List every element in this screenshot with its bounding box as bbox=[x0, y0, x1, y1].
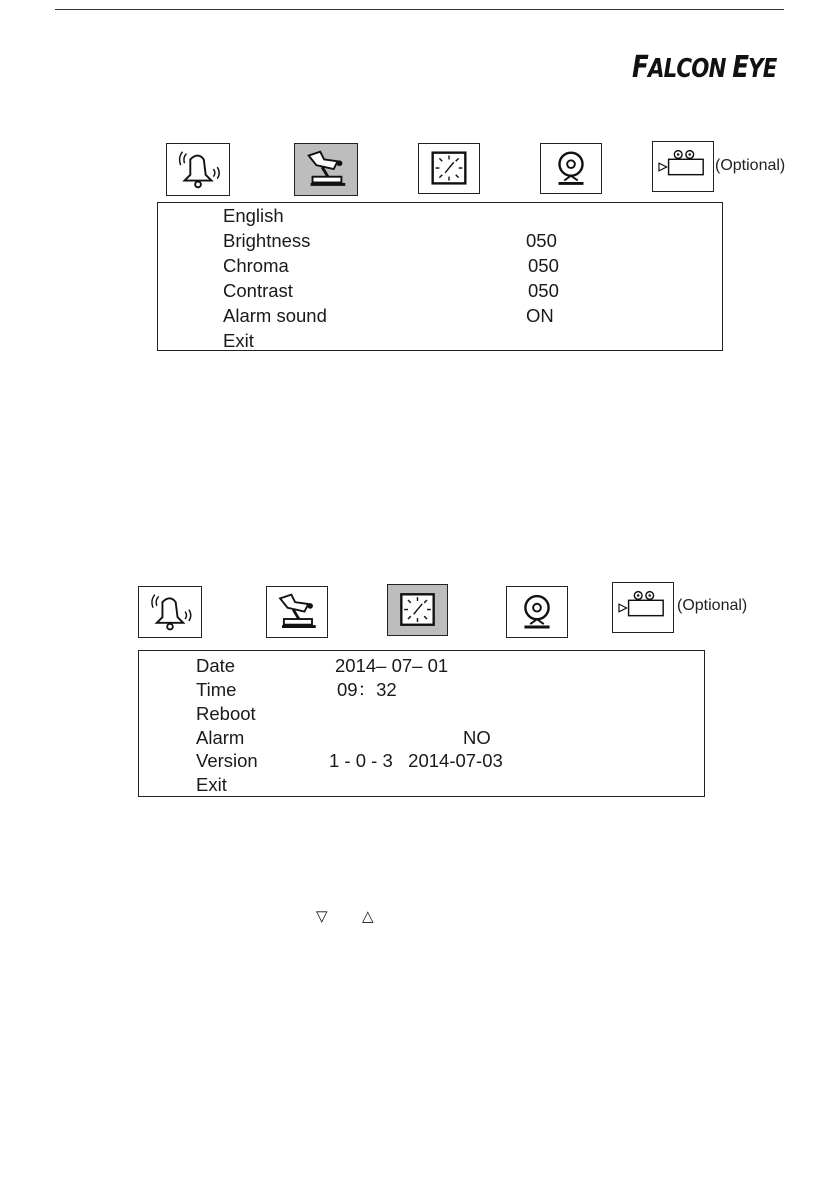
menu2-panel bbox=[138, 650, 705, 797]
contrast-value: 050 bbox=[528, 280, 559, 301]
date-value: 2014– 07– 01 bbox=[335, 655, 449, 676]
time-value: 09：32 bbox=[337, 679, 397, 700]
alarm-value: NO bbox=[463, 727, 491, 748]
menu-item-reboot[interactable]: Reboot bbox=[196, 703, 256, 724]
menu1-panel bbox=[157, 202, 723, 351]
menu-item-exit[interactable]: Exit bbox=[196, 774, 227, 795]
menu-item-brightness[interactable]: Brightness bbox=[223, 230, 311, 251]
brightness-value: 050 bbox=[526, 230, 557, 251]
falcon-eye-logo: FALCON EYE bbox=[632, 50, 777, 85]
top-rule bbox=[55, 9, 784, 10]
camera-dome-icon[interactable] bbox=[506, 586, 568, 638]
menu-item-time[interactable]: Time bbox=[196, 679, 237, 700]
menu-item-english[interactable]: English bbox=[223, 205, 284, 226]
menu-item-date[interactable]: Date bbox=[196, 655, 236, 676]
menu-item-contrast[interactable]: Contrast bbox=[223, 280, 293, 301]
optional-label: (Optional) bbox=[715, 157, 786, 174]
camera-dome-icon[interactable] bbox=[540, 143, 602, 194]
version-value: 1 - 0 - 3 2014-07-03 bbox=[329, 750, 503, 771]
bell-icon[interactable] bbox=[138, 586, 202, 638]
clock-icon[interactable] bbox=[387, 584, 448, 636]
down-arrow-icon: ▽ bbox=[316, 908, 328, 925]
bell-icon[interactable] bbox=[166, 143, 230, 196]
menu-item-exit[interactable]: Exit bbox=[223, 330, 254, 351]
menu-item-alarm[interactable]: Alarm bbox=[196, 727, 245, 748]
menu-item-chroma[interactable]: Chroma bbox=[223, 255, 289, 276]
chroma-value: 050 bbox=[528, 255, 559, 276]
alarm-sound-value: ON bbox=[526, 305, 554, 326]
video-camera-icon[interactable] bbox=[652, 141, 714, 192]
tools-icon[interactable] bbox=[294, 143, 358, 196]
menu-item-version[interactable]: Version bbox=[196, 750, 258, 771]
menu-item-alarm-sound[interactable]: Alarm sound bbox=[223, 305, 327, 326]
clock-icon[interactable] bbox=[418, 143, 480, 194]
up-arrow-icon: △ bbox=[362, 908, 374, 925]
tools-icon[interactable] bbox=[266, 586, 328, 638]
video-camera-icon[interactable] bbox=[612, 582, 674, 633]
optional-label: (Optional) bbox=[677, 597, 748, 614]
